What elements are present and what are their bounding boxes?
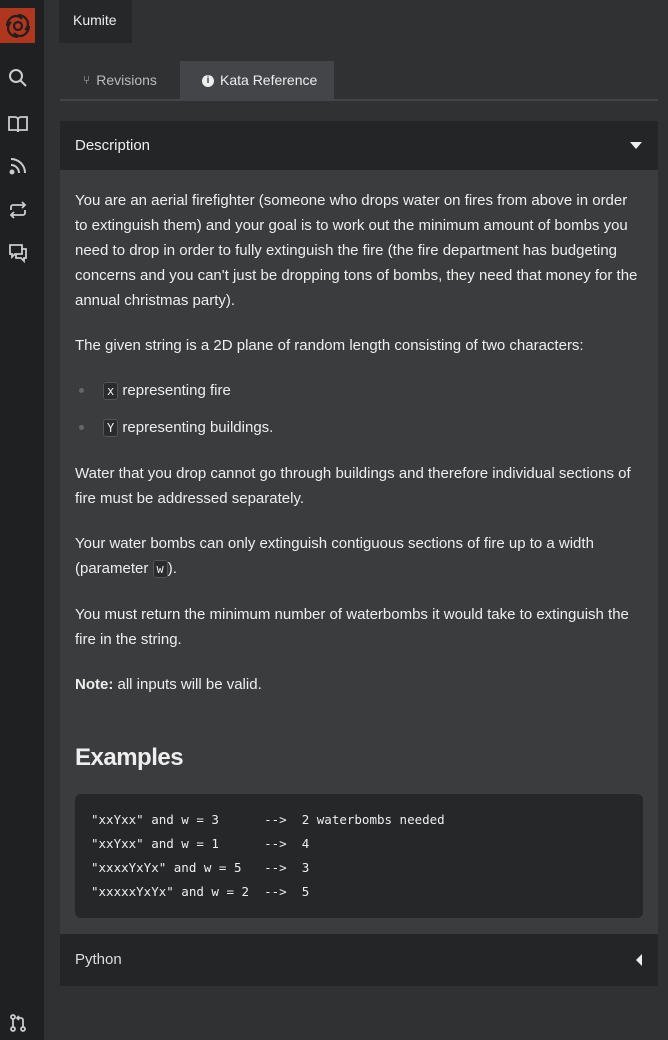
tab-label: Revisions [96, 72, 157, 88]
inline-code: Y [103, 419, 118, 437]
paragraph: You must return the minimum number of waterbombs it would take to extinguish the fire in the string. [75, 606, 629, 648]
pull-request-icon[interactable] [7, 1012, 29, 1034]
tab-bar [60, 61, 658, 101]
note-text: all inputs will be valid. [113, 676, 262, 693]
revisions-icon: ⑂ [83, 73, 91, 87]
description-header[interactable] [60, 121, 658, 171]
description-title: Description [75, 137, 151, 154]
paragraph [75, 672, 643, 697]
paragraph: Water that you drop cannot go through buildings and therefore individual sections of fire must be addressed separately. [75, 465, 631, 507]
repeat-icon[interactable] [7, 199, 29, 221]
list-item-text: representing fire [118, 382, 231, 399]
description-content [60, 170, 658, 934]
sidebar [0, 0, 44, 1040]
language-title: Python [75, 951, 122, 968]
caret-left-icon [636, 954, 642, 966]
tab-label: Kata Reference [220, 72, 318, 88]
kumite-tab[interactable]: Kumite [59, 0, 132, 43]
logo-icon[interactable] [0, 8, 35, 43]
caret-down-icon [630, 142, 642, 149]
search-icon[interactable] [7, 67, 29, 89]
paragraph: The given string is a 2D plane of random length consisting of two characters: [75, 337, 584, 354]
rss-icon[interactable] [7, 155, 29, 177]
book-icon[interactable] [7, 113, 29, 135]
inline-code: w [153, 560, 168, 578]
inline-code: x [103, 382, 118, 400]
note-label: Note: [75, 676, 114, 693]
text: ). [167, 560, 177, 577]
chat-icon[interactable] [7, 242, 29, 264]
text: Your water bombs can only extinguish contiguous sections of fire up to a width (parameter [75, 535, 594, 577]
examples-heading: Examples [75, 744, 184, 771]
code-block: "xxYxx" and w = 3 --> 2 waterbombs needed "xxYxx" and w = 1 --> 4 "xxxxYxYx" and w = 5 --> 3 "xxxxxYxYx" and w = 2 --> 5 [75, 794, 643, 918]
tab-revisions[interactable] [60, 61, 180, 100]
list-item [75, 415, 643, 441]
language-header[interactable] [60, 934, 658, 986]
paragraph [75, 531, 643, 582]
list-item-text: representing buildings. [118, 419, 274, 436]
list [75, 378, 643, 441]
tab-kata-reference[interactable] [180, 61, 334, 100]
paragraph: You are an aerial firefighter (someone who drops water on fires from above in order to extinguish them) and your goal is to work out the minimum amount of bombs you need to drop in order to fully extinguish the fire (the fire department has budgeting concerns and you can't just be dropping tons of bombs, they need that money for the annual christmas party). [75, 192, 638, 309]
list-item [75, 378, 643, 404]
info-icon: i [202, 75, 214, 87]
